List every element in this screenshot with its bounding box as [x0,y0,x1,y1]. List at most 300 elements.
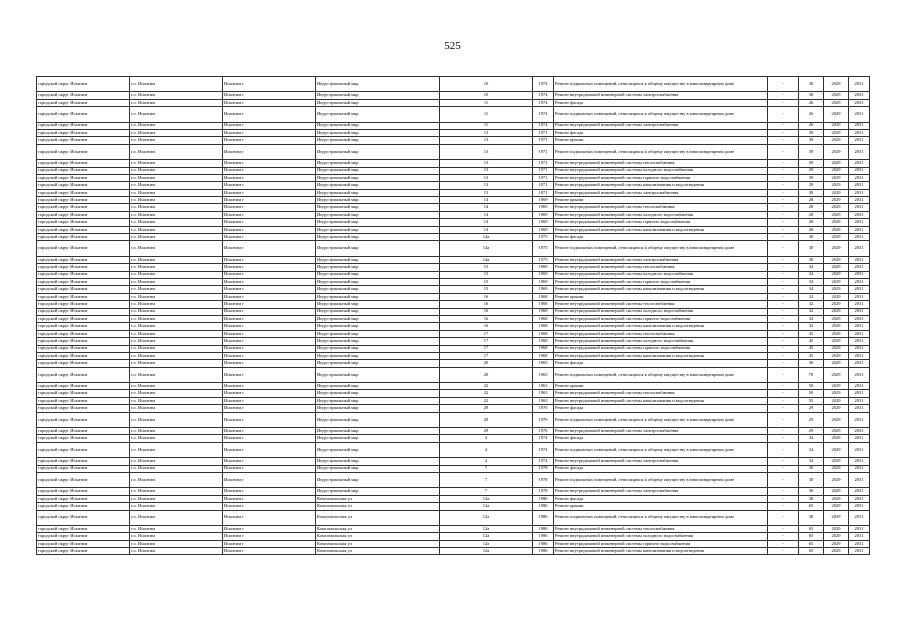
value-cell: 39 [799,129,824,136]
street-cell: Индустриальный мкр [316,174,440,181]
municipality-cell: г.о. Искитим [130,435,223,442]
year-from-cell: 2029 [824,271,849,278]
dash-cell: - [768,338,799,345]
year-from-cell: 2029 [824,488,849,495]
year-from-cell: 2029 [824,99,849,106]
street-cell: Индустриальный мкр [316,345,440,352]
house-number-cell: 16 [440,315,533,322]
year-to-cell: 2031 [849,219,870,226]
table-row [37,435,870,442]
street-cell: Индустриальный мкр [316,204,440,211]
table-row [37,465,870,472]
table-row [37,167,870,174]
dash-cell: - [768,144,799,159]
year-from-cell: 2029 [824,405,849,412]
dash-cell: - [768,92,799,99]
street-cell: Индустриальный мкр [316,264,440,271]
year-to-cell: 2031 [849,383,870,390]
locality-cell: Искитим г [223,234,316,241]
dash-cell: - [768,77,799,92]
dash-cell: - [768,330,799,337]
year-from-cell: 2029 [824,256,849,263]
dash-cell: - [768,352,799,359]
work-type-cell: Ремонт внутридомовой инженерной системы горячего водоснабжения [554,540,768,547]
district-cell: городской округ Искитим [37,323,130,330]
street-cell: Индустриальный мкр [316,234,440,241]
locality-cell: Искитим г [223,204,316,211]
municipality-cell: г.о. Искитим [130,458,223,465]
year-from-cell: 2029 [824,390,849,397]
house-number-cell: 29 [440,428,533,435]
value-cell: 30 [799,360,824,367]
table-row [37,204,870,211]
locality-cell: Искитим г [223,405,316,412]
year-to-cell: 2031 [849,308,870,315]
municipality-cell: г.о. Искитим [130,397,223,404]
municipality-cell: г.о. Искитим [130,264,223,271]
year-built-cell: 1974 [533,442,554,457]
year-from-cell: 2029 [824,352,849,359]
year-to-cell: 2031 [849,197,870,204]
year-from-cell: 2029 [824,167,849,174]
year-built-cell: 1965 [533,367,554,382]
dash-cell: - [768,458,799,465]
locality-cell: Искитим г [223,286,316,293]
dash-cell: - [768,412,799,427]
work-type-cell: Ремонт внутридомовой инженерной системы электроснабжения [554,189,768,196]
street-cell: Индустриальный мкр [316,129,440,136]
street-cell: Индустриальный мкр [316,219,440,226]
year-built-cell: 1968 [533,293,554,300]
municipality-cell: г.о. Искитим [130,92,223,99]
locality-cell: Искитим г [223,293,316,300]
work-type-cell: Ремонт внутридомовой инженерной системы холодного водоснабжения [554,211,768,218]
year-built-cell: 1974 [533,435,554,442]
district-cell: городской округ Искитим [37,412,130,427]
year-to-cell: 2031 [849,122,870,129]
value-cell: 70 [799,367,824,382]
house-number-cell: 13 [440,137,533,144]
work-type-cell: Ремонт крыши [554,383,768,390]
year-from-cell: 2029 [824,278,849,285]
district-cell: городской округ Искитим [37,315,130,322]
year-to-cell: 2031 [849,503,870,510]
value-cell: 26 [799,99,824,106]
work-type-cell: Ремонт подвальных помещений, относящихся к общему имуществу в многоквартирном доме [554,442,768,457]
work-type-cell: Ремонт внутридомовой инженерной системы холодного водоснабжения [554,308,768,315]
value-cell: 39 [799,160,824,167]
year-built-cell: 1969 [533,219,554,226]
work-type-cell: Ремонт внутридомовой инженерной системы теплоснабжения [554,390,768,397]
district-cell: городской округ Искитим [37,435,130,442]
year-from-cell: 2029 [824,234,849,241]
year-to-cell: 2031 [849,211,870,218]
value-cell: 30 [799,241,824,256]
municipality-cell: г.о. Искитим [130,525,223,532]
year-built-cell: 1971 [533,182,554,189]
house-number-cell: 14 [440,219,533,226]
district-cell: городской округ Искитим [37,533,130,540]
house-number-cell: 14а [440,256,533,263]
house-number-cell: 7 [440,488,533,495]
work-type-cell: Ремонт фасада [554,360,768,367]
locality-cell: Искитим г [223,278,316,285]
dash-cell: - [768,405,799,412]
year-built-cell: 1969 [533,226,554,233]
district-cell: городской округ Искитим [37,219,130,226]
district-cell: городской округ Искитим [37,442,130,457]
locality-cell: Искитим г [223,472,316,487]
street-cell: Индустриальный мкр [316,271,440,278]
locality-cell: Искитим г [223,323,316,330]
year-to-cell: 2031 [849,107,870,122]
value-cell: 28 [799,226,824,233]
street-cell: Индустриальный мкр [316,360,440,367]
year-from-cell: 2029 [824,360,849,367]
table-row [37,383,870,390]
district-cell: городской округ Искитим [37,293,130,300]
work-type-cell: Ремонт подвальных помещений, относящихся к общему имуществу в многоквартирном доме [554,144,768,159]
value-cell: 45 [799,352,824,359]
year-from-cell: 2029 [824,308,849,315]
house-number-cell: 14 [440,204,533,211]
house-number-cell: 15 [440,278,533,285]
house-number-cell: 12а [440,525,533,532]
house-number-cell: 29 [440,405,533,412]
year-from-cell: 2029 [824,219,849,226]
district-cell: городской округ Искитим [37,99,130,106]
value-cell: 34 [799,264,824,271]
value-cell: 55 [799,397,824,404]
street-cell: Индустриальный мкр [316,144,440,159]
locality-cell: Искитим г [223,330,316,337]
dash-cell: - [768,360,799,367]
year-from-cell: 2029 [824,241,849,256]
work-type-cell: Ремонт внутридомовой инженерной системы холодного водоснабжения [554,533,768,540]
district-cell: городской округ Искитим [37,77,130,92]
house-number-cell: 12а [440,503,533,510]
value-cell: 39 [799,182,824,189]
year-from-cell: 2029 [824,435,849,442]
year-built-cell: 1963 [533,383,554,390]
work-type-cell: Ремонт внутридомовой инженерной системы горячего водоснабжения [554,345,768,352]
year-from-cell: 2029 [824,293,849,300]
year-built-cell: 1978 [533,465,554,472]
street-cell: Комсомольская ул [316,503,440,510]
year-built-cell: 1968 [533,345,554,352]
table-row [37,330,870,337]
dash-cell: - [768,271,799,278]
locality-cell: Искитим г [223,442,316,457]
municipality-cell: г.о. Искитим [130,465,223,472]
street-cell: Комсомольская ул [316,525,440,532]
year-to-cell: 2031 [849,390,870,397]
value-cell: 38 [799,510,824,525]
house-number-cell: 11 [440,99,533,106]
table-row [37,293,870,300]
year-built-cell: 1968 [533,338,554,345]
work-type-cell: Ремонт подвальных помещений, относящихся к общему имуществу в многоквартирном доме [554,412,768,427]
value-cell: 30 [799,92,824,99]
work-type-cell: Ремонт фасада [554,435,768,442]
house-number-cell: 13 [440,167,533,174]
value-cell: 30 [799,77,824,92]
value-cell: 39 [799,144,824,159]
locality-cell: Искитим г [223,548,316,555]
work-type-cell: Ремонт подвальных помещений, относящихся к общему имуществу в многоквартирном доме [554,472,768,487]
value-cell: 29 [799,405,824,412]
year-to-cell: 2031 [849,264,870,271]
district-cell: городской округ Искитим [37,107,130,122]
value-cell: 34 [799,286,824,293]
municipality-cell: г.о. Искитим [130,241,223,256]
district-cell: городской округ Искитим [37,367,130,382]
work-type-cell: Ремонт внутридомовой инженерной системы канализования и водоотведения [554,323,768,330]
value-cell: 34 [799,458,824,465]
house-number-cell: 13 [440,144,533,159]
street-cell: Индустриальный мкр [316,330,440,337]
year-built-cell: 1968 [533,352,554,359]
locality-cell: Искитим г [223,241,316,256]
work-type-cell: Ремонт внутридомовой инженерной системы теплоснабжения [554,301,768,308]
street-cell: Индустриальный мкр [316,137,440,144]
year-from-cell: 2029 [824,383,849,390]
district-cell: городской округ Искитим [37,234,130,241]
work-type-cell: Ремонт фасада [554,405,768,412]
house-number-cell: 16 [440,301,533,308]
district-cell: городской округ Искитим [37,167,130,174]
dash-cell: - [768,525,799,532]
work-type-cell: Ремонт внутридомовой инженерной системы горячего водоснабжения [554,174,768,181]
locality-cell: Искитим г [223,540,316,547]
house-number-cell: 10 [440,77,533,92]
locality-cell: Искитим г [223,533,316,540]
year-from-cell: 2029 [824,458,849,465]
district-cell: городской округ Искитим [37,338,130,345]
locality-cell: Искитим г [223,412,316,427]
table-row [37,182,870,189]
municipality-cell: г.о. Искитим [130,367,223,382]
house-number-cell: 17 [440,338,533,345]
table-row [37,286,870,293]
locality-cell: Искитим г [223,390,316,397]
table-row [37,315,870,322]
work-type-cell: Ремонт фасада [554,495,768,502]
year-from-cell: 2029 [824,442,849,457]
year-from-cell: 2029 [824,540,849,547]
district-cell: городской округ Искитим [37,405,130,412]
municipality-cell: г.о. Искитим [130,204,223,211]
district-cell: городской округ Искитим [37,278,130,285]
value-cell: 30 [799,472,824,487]
district-cell: городской округ Искитим [37,144,130,159]
work-type-cell: Ремонт внутридомовой инженерной системы теплоснабжения [554,204,768,211]
year-from-cell: 2029 [824,338,849,345]
work-type-cell: Ремонт крыши [554,197,768,204]
year-built-cell: 1968 [533,315,554,322]
repair-schedule-table-wrap [36,76,869,555]
dash-cell: - [768,286,799,293]
table-row [37,92,870,99]
district-cell: городской округ Искитим [37,540,130,547]
house-number-cell: 20 [440,360,533,367]
locality-cell: Искитим г [223,503,316,510]
work-type-cell: Ремонт фасада [554,465,768,472]
house-number-cell: 4 [440,458,533,465]
year-built-cell: 1968 [533,323,554,330]
district-cell: городской округ Искитим [37,286,130,293]
year-from-cell: 2029 [824,264,849,271]
work-type-cell: Ремонт внутридомовой инженерной системы горячего водоснабжения [554,219,768,226]
year-from-cell: 2029 [824,197,849,204]
dash-cell: - [768,278,799,285]
work-type-cell: Ремонт фасада [554,99,768,106]
street-cell: Индустриальный мкр [316,107,440,122]
locality-cell: Искитим г [223,488,316,495]
year-to-cell: 2031 [849,293,870,300]
dash-cell: - [768,189,799,196]
locality-cell: Искитим г [223,144,316,159]
street-cell: Индустриальный мкр [316,308,440,315]
house-number-cell: 11 [440,107,533,122]
value-cell: 30 [799,465,824,472]
house-number-cell: 16 [440,308,533,315]
table-row [37,160,870,167]
locality-cell: Искитим г [223,428,316,435]
year-from-cell: 2029 [824,330,849,337]
year-to-cell: 2031 [849,189,870,196]
district-cell: городской округ Искитим [37,352,130,359]
value-cell: 50 [799,383,824,390]
year-built-cell: 1971 [533,174,554,181]
year-built-cell: 1969 [533,197,554,204]
year-to-cell: 2031 [849,510,870,525]
year-to-cell: 2031 [849,241,870,256]
street-cell: Индустриальный мкр [316,256,440,263]
locality-cell: Искитим г [223,367,316,382]
value-cell: 26 [799,107,824,122]
locality-cell: Искитим г [223,129,316,136]
table-row [37,234,870,241]
municipality-cell: г.о. Искитим [130,308,223,315]
table-row [37,129,870,136]
year-from-cell: 2029 [824,204,849,211]
work-type-cell: Ремонт внутридомовой инженерной системы канализования и водоотведения [554,286,768,293]
house-number-cell: 13 [440,129,533,136]
district-cell: городской округ Искитим [37,330,130,337]
dash-cell: - [768,503,799,510]
work-type-cell: Ремонт внутридомовой инженерной системы электроснабжения [554,458,768,465]
work-type-cell: Ремонт внутридомовой инженерной системы электроснабжения [554,488,768,495]
district-cell: городской округ Искитим [37,397,130,404]
house-number-cell: 14 [440,197,533,204]
work-type-cell: Ремонт внутридомовой инженерной системы горячего водоснабжения [554,278,768,285]
locality-cell: Искитим г [223,397,316,404]
street-cell: Индустриальный мкр [316,211,440,218]
value-cell: 34 [799,271,824,278]
year-built-cell: 1974 [533,92,554,99]
year-built-cell: 1969 [533,278,554,285]
house-number-cell: 17 [440,330,533,337]
dash-cell: - [768,428,799,435]
street-cell: Индустриальный мкр [316,293,440,300]
municipality-cell: г.о. Искитим [130,160,223,167]
street-cell: Индустриальный мкр [316,397,440,404]
dash-cell: - [768,264,799,271]
table-row [37,77,870,92]
house-number-cell: 4 [440,435,533,442]
table-row [37,510,870,525]
year-built-cell: 1969 [533,264,554,271]
year-to-cell: 2031 [849,144,870,159]
table-row [37,197,870,204]
year-to-cell: 2031 [849,352,870,359]
municipality-cell: г.о. Искитим [130,99,223,106]
municipality-cell: г.о. Искитим [130,271,223,278]
house-number-cell: 20 [440,367,533,382]
dash-cell: - [768,122,799,129]
year-from-cell: 2029 [824,77,849,92]
locality-cell: Искитим г [223,189,316,196]
district-cell: городской округ Искитим [37,308,130,315]
year-built-cell: 1963 [533,390,554,397]
year-to-cell: 2031 [849,271,870,278]
year-built-cell: 1976 [533,412,554,427]
house-number-cell: 12а [440,495,533,502]
municipality-cell: г.о. Искитим [130,540,223,547]
year-to-cell: 2031 [849,182,870,189]
year-built-cell: 1986 [533,533,554,540]
value-cell: 28 [799,197,824,204]
house-number-cell: 17 [440,345,533,352]
district-cell: городской округ Искитим [37,345,130,352]
year-to-cell: 2031 [849,458,870,465]
house-number-cell: 22 [440,390,533,397]
district-cell: городской округ Искитим [37,495,130,502]
value-cell: 45 [799,338,824,345]
locality-cell: Искитим г [223,458,316,465]
municipality-cell: г.о. Искитим [130,286,223,293]
table-row [37,397,870,404]
dash-cell: - [768,383,799,390]
year-from-cell: 2029 [824,345,849,352]
street-cell: Индустриальный мкр [316,160,440,167]
table-row [37,488,870,495]
year-built-cell: 1978 [533,472,554,487]
street-cell: Индустриальный мкр [316,472,440,487]
house-number-cell: 13 [440,160,533,167]
work-type-cell: Ремонт внутридомовой инженерной системы холодного водоснабжения [554,338,768,345]
district-cell: городской округ Искитим [37,226,130,233]
table-row [37,367,870,382]
table-row [37,107,870,122]
work-type-cell: Ремонт внутридомовой инженерной системы холодного водоснабжения [554,271,768,278]
value-cell: 45 [799,330,824,337]
municipality-cell: г.о. Искитим [130,442,223,457]
work-type-cell: Ремонт внутридомовой инженерной системы канализования и водоотведения [554,226,768,233]
house-number-cell: 14а [440,234,533,241]
year-built-cell: 1974 [533,122,554,129]
work-type-cell: Ремонт крыши [554,293,768,300]
dash-cell: - [768,533,799,540]
municipality-cell: г.о. Искитим [130,548,223,555]
year-built-cell: 1969 [533,271,554,278]
locality-cell: Искитим г [223,137,316,144]
municipality-cell: г.о. Искитим [130,293,223,300]
district-cell: городской округ Искитим [37,256,130,263]
street-cell: Индустриальный мкр [316,182,440,189]
dash-cell: - [768,226,799,233]
